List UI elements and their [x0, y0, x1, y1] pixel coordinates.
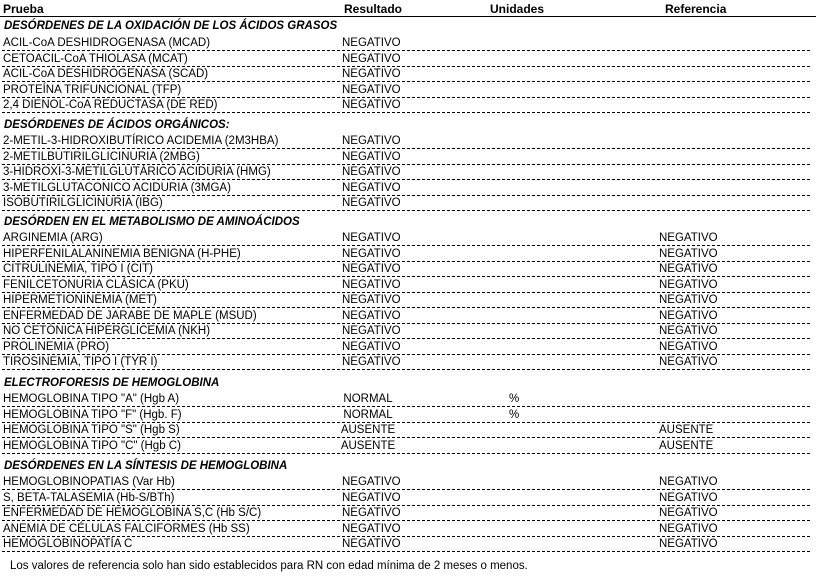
test-name: ENFERMEDAD DE HEMOGLOBINA S,C (Hb S/C): [3, 507, 262, 519]
table-row: [0, 231, 816, 246]
test-name: 3-HIDROXI-3-METILGLUTÁRICO ACIDURIA (HMG): [3, 166, 271, 178]
result-value: NEGATIVO: [342, 232, 401, 244]
reference-value: AUSENTE: [659, 439, 714, 452]
test-name: 2,4 DIENOL-CoA REDUCTASA (DE RED): [3, 99, 218, 111]
test-name: CETOACIL-CoA THIOLASA (MCAT): [3, 52, 188, 65]
reference-value: NEGATIVO: [659, 278, 718, 291]
table-row: [0, 165, 816, 180]
result-value: NEGATIVO: [342, 247, 401, 260]
result-value: AUSENTE: [340, 439, 396, 452]
table-row: [0, 196, 816, 211]
test-name: 2-METIL-3-HIDROXIBUTÍRICO ACIDEMIA (2M3HBA): [3, 135, 279, 147]
section-title: DESÓRDENES DE LA OXIDACIÓN DE LOS ÁCIDOS GRASOS: [4, 20, 338, 32]
reference-value: NEGATIVO: [659, 263, 718, 275]
section-title: DESÓRDEN EN EL METABOLISMO DE AMINOÁCIDOS: [4, 216, 300, 228]
test-name: TIROSINEMIA, TIPO I (TYR I): [3, 356, 158, 368]
table-row: [0, 491, 816, 506]
table-row: [0, 181, 816, 196]
table-row: [0, 522, 816, 537]
reference-value: NEGATIVO: [659, 476, 718, 488]
result-value: NEGATIVO: [342, 522, 401, 535]
result-value: NEGATIVO: [342, 166, 401, 178]
header-reference: Referencia: [665, 2, 727, 16]
test-name: HEMOGLOBINA TIPO "F" (Hgb. F): [3, 408, 182, 421]
test-name: ACIL-CoA DESHIDROGENASA (SCAD): [3, 68, 209, 80]
table-row: [0, 309, 816, 324]
reference-value: NEGATIVO: [659, 294, 718, 306]
result-value: NEGATIVO: [342, 181, 401, 194]
test-name: ISOBUTIRILGLICINURIA (IBG): [3, 197, 163, 209]
result-value: NEGATIVO: [342, 135, 401, 147]
units-value: %: [509, 408, 520, 421]
reference-value: NEGATIVO: [659, 247, 718, 260]
table-row: [0, 293, 816, 308]
result-value: NEGATIVO: [342, 476, 401, 488]
test-name: ENFERMEDAD DE JARABE DE MAPLE (MSUD): [3, 309, 257, 322]
result-value: NEGATIVO: [342, 68, 401, 80]
section-title: DESÓRDENES DE ÁCIDOS ORGÁNICOS:: [4, 119, 230, 131]
result-value: NEGATIVO: [342, 340, 401, 353]
test-name: CITRULINEMIA, TIPO I (CIT): [3, 263, 153, 275]
reference-value: NEGATIVO: [659, 356, 718, 368]
header-divider: [0, 16, 816, 17]
footnote: Los valores de referencia solo han sido establecidos para RN con edad mínima de 2 meses o menos.: [10, 560, 528, 572]
units-value: %: [509, 393, 520, 405]
header-test: Prueba: [3, 2, 44, 16]
test-name: 2-METILBUTIRILGLICINURIA (2MBG): [3, 150, 200, 163]
test-name: HEMOGLOBINA TIPO "S" (Hgb S): [3, 424, 180, 436]
reference-value: NEGATIVO: [659, 538, 718, 550]
result-value: NEGATIVO: [342, 263, 401, 275]
table-row: [0, 355, 816, 370]
table-row: [0, 408, 816, 423]
table-row: [0, 67, 816, 82]
test-name: NO CETÓNICA HIPERGLICEMIA (NKH): [3, 325, 211, 337]
table-row: [0, 98, 816, 113]
test-name: S, BETA-TALASEMIA (Hb-S/BTh): [3, 491, 175, 504]
result-value: NEGATIVO: [342, 538, 401, 550]
result-value: NORMAL: [343, 393, 393, 405]
test-name: FENILCETONURIA CLÁSICA (PKU): [3, 278, 189, 291]
result-value: NEGATIVO: [342, 278, 401, 291]
test-name: HIPERFENILALANINEMIA BENIGNA (H-PHE): [3, 247, 241, 260]
test-name: ACIL-CoA DESHIDROGENASA (MCAD): [3, 37, 211, 49]
header-result: Resultado: [344, 2, 403, 16]
header-units: Unidades: [490, 2, 545, 16]
result-value: AUSENTE: [340, 424, 396, 436]
reference-value: NEGATIVO: [659, 340, 718, 353]
result-value: NEGATIVO: [342, 507, 401, 519]
result-value: NEGATIVO: [342, 491, 401, 504]
section-title: DESÓRDENES EN LA SÍNTESIS DE HEMOGLOBINA: [4, 460, 288, 472]
reference-value: AUSENTE: [659, 424, 714, 436]
table-row: [0, 134, 816, 149]
table-row: [0, 247, 816, 262]
result-value: NEGATIVO: [342, 37, 401, 49]
table-row: [0, 506, 816, 521]
result-value: NEGATIVO: [342, 99, 401, 111]
test-name: PROTEÍNA TRIFUNCIONAL (TFP): [3, 83, 182, 96]
table-row: [0, 423, 816, 438]
reference-value: NEGATIVO: [659, 309, 718, 322]
section-title: ELECTROFORESIS DE HEMOGLOBINA: [4, 377, 220, 389]
test-name: ANEMIA DE CÉLULAS FALCIFORMES (Hb SS): [3, 522, 250, 535]
result-value: NEGATIVO: [342, 294, 401, 306]
test-name: HIPERMETIONINEMIA (MET): [3, 294, 157, 306]
result-value: NEGATIVO: [342, 309, 401, 322]
result-value: NEGATIVO: [342, 150, 401, 163]
test-name: PROLINEMIA (PRO): [3, 340, 110, 353]
table-row: [0, 52, 816, 67]
result-value: NEGATIVO: [342, 83, 401, 96]
table-row: [0, 475, 816, 490]
test-name: ARGINEMIA (ARG): [3, 232, 103, 244]
table-row: [0, 537, 816, 552]
table-row: [0, 324, 816, 339]
reference-value: NEGATIVO: [659, 232, 718, 244]
table-row: [0, 262, 816, 277]
table-row: [0, 439, 816, 454]
result-value: NEGATIVO: [342, 52, 401, 65]
reference-value: NEGATIVO: [659, 325, 718, 337]
table-row: [0, 36, 816, 51]
reference-value: NEGATIVO: [659, 522, 718, 535]
table-row: [0, 83, 816, 98]
test-name: HEMOGLOBINA TIPO "C" (Hgb C): [3, 439, 181, 452]
table-row: [0, 392, 816, 407]
table-row: [0, 150, 816, 165]
test-name: HEMOGLOBINA TIPO "A" (Hgb A): [3, 393, 180, 405]
table-row: [0, 340, 816, 355]
result-value: NORMAL: [343, 408, 393, 421]
reference-value: NEGATIVO: [659, 507, 718, 519]
reference-value: NEGATIVO: [659, 491, 718, 504]
test-name: 3-METILGLUTACONICO ACIDURIA (3MGA): [3, 181, 231, 194]
result-value: NEGATIVO: [342, 356, 401, 368]
result-value: NEGATIVO: [342, 325, 401, 337]
table-row: [0, 278, 816, 293]
test-name: HEMOGLOBINOPATIAS (Var Hb): [3, 476, 175, 488]
result-value: NEGATIVO: [342, 197, 401, 209]
test-name: HEMOGLOBINOPATÍA C: [3, 538, 133, 550]
